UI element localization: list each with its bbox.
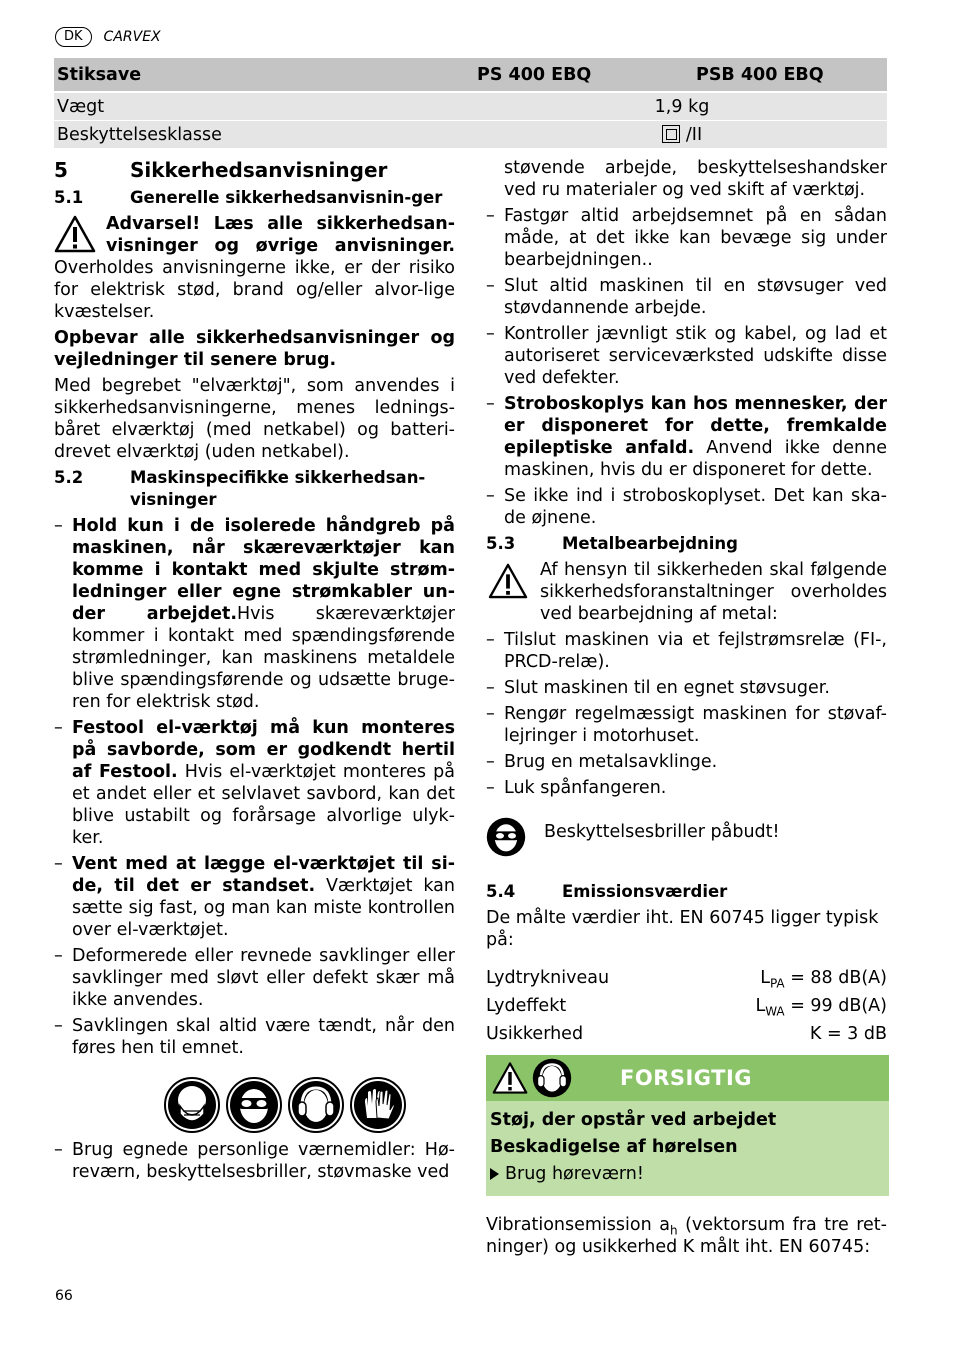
list-item: – Festool el-værktøj må kun monteres på savborde, som er godkendt hertil af Festool. Hvis el-værktøjet monteres på et andet eller et selvlavet savbord, kan det blive ustabilt og forårsage alvorlige ulyk-ker.	[54, 717, 455, 849]
list-item: – Tilslut maskinen via et fejlstrømsrelæ (FI-, PRCD-relæ).	[486, 629, 887, 673]
goggles-notice: Beskyttelsesbriller påbudt!	[486, 817, 887, 857]
safety-goggles-icon	[486, 817, 526, 857]
table-row	[54, 93, 887, 120]
list-item: – Fastgør altid arbejdsemnet på en sådan måde, at det ikke kan bevæge sig under bearbejdningen..	[486, 205, 887, 271]
keep-instructions-text: Opbevar alle sikkerhedsanvisninger og vejledninger til senere brug.	[54, 328, 455, 370]
spec-table	[54, 58, 887, 149]
safety-goggles-icon	[226, 1077, 282, 1133]
left-column	[54, 157, 455, 1187]
list-item: – Deformerede eller revnede savklinger eller savklinger med sløvt eller defekt skær må ikke anvendes.	[54, 945, 455, 1011]
product-name: CARVEX	[103, 29, 161, 45]
table-cell-value: 1,9 kg	[654, 96, 710, 117]
metal-warning: Af hensyn til sikkerheden skal følgende sikkerhedsforanstaltninger overholdes ved bearbejdning af metal:	[486, 559, 887, 629]
table-header-label: Stiksave	[57, 64, 142, 85]
table-header-col2: PSB 400 EBQ	[696, 64, 824, 85]
table-header-col1: PS 400 EBQ	[477, 64, 592, 85]
emission-intro: De målte værdier iht. EN 60745 ligger typisk på:	[486, 908, 879, 950]
caution-line: Beskadigelse af hørelsen	[490, 1137, 738, 1157]
vibration-text: Vibrationsemission $a_h$ (vektorsum fra tre ret-ninger) og usikkerhed K målt iht. EN 60745:	[486, 1215, 887, 1257]
list-item: – Stroboskoplys kan hos mennesker, der er disponeret for dette, fremkalde epileptiske anfald. Anvend ikke denne maskinen, hvis du er disponeret for dette.	[486, 393, 887, 481]
page-number: 66	[55, 1288, 73, 1304]
section-heading: 5 Sikkerhedsanvisninger	[54, 158, 388, 182]
spec-line: Lydtrykniveau $L_{PA} = 88$ dB(A)	[486, 968, 887, 991]
general-list	[486, 205, 887, 529]
page-header	[55, 26, 161, 48]
ear-protection-icon	[532, 1058, 572, 1098]
subsection-heading: 5.2 Maskinspecifikke sikkerhedsan-visninger	[54, 468, 426, 509]
caution-action: Brug høreværn!	[490, 1163, 885, 1185]
table-header-row	[54, 58, 887, 91]
caution-line: Støj, der opstår ved arbejdet	[490, 1110, 777, 1130]
term-definition-text: Med begrebet "elværktøj", som anvendes i sikkerhedsanvisningerne, menes lednings-båret elværktøj (med netkabel) og batteri-drevet elværktøj (uden netkabel).	[54, 376, 455, 462]
gloves-icon	[350, 1077, 406, 1133]
subsection-heading: 5.4 Emissionsværdier	[486, 882, 728, 901]
subsection-heading: 5.3 Metalbearbejdning	[486, 534, 738, 553]
table-cell-value: /II	[477, 124, 887, 146]
general-warning: Advarsel! Læs alle sikkerhedsan-visninger og øvrige anvisninger. Overholdes anvisningerne ikke, er der risiko for elektrisk stød, brand og/eller alvor-lige kvæstelser.	[54, 214, 455, 322]
list-item: – Vent med at lægge el-værktøjet til si-de, til det er standset. Værktøjet kan sætte sig fast, og man kan miste kontrollen over el-værktøjet.	[54, 853, 455, 941]
ppe-icons	[114, 1077, 455, 1133]
right-column	[486, 157, 887, 1262]
ear-protection-icon	[288, 1077, 344, 1133]
list-item: – Luk spånfangeren.	[486, 777, 887, 799]
list-item: – Slut altid maskinen til en støvsuger ved støvdannende arbejde.	[486, 275, 887, 319]
table-cell-label: Beskyttelsesklasse	[57, 124, 222, 145]
continued-text: støvende arbejde, beskyttelseshandsker ved ru materialer og ved skift af værktøj.	[504, 158, 887, 200]
dust-mask-icon	[164, 1077, 220, 1133]
list-item: – Se ikke ind i stroboskoplyset. Det kan ska-de øjnene.	[486, 485, 887, 529]
subsection-heading: 5.1 Generelle sikkerhedsanvisnin-ger	[54, 188, 443, 207]
list-item: – Rengør regelmæssigt maskinen for støvaf-lejringer i motorhuset.	[486, 703, 887, 747]
metal-list	[486, 629, 887, 799]
caution-header	[486, 1055, 889, 1101]
machine-safety-list	[54, 515, 455, 1059]
list-item: – Slut maskinen til en egnet støvsuger.	[486, 677, 887, 699]
list-item: – Kontroller jævnligt stik og kabel, og lad et autoriseret serviceværksted udskifte disse ved defekter.	[486, 323, 887, 389]
spec-line: Usikkerhed K = 3 dB	[486, 1024, 887, 1044]
ppe-list	[54, 1139, 455, 1183]
list-item: – Brug egnede personlige værnemidler: Hø-reværn, beskyttelsesbriller, støvmaske ved	[54, 1139, 455, 1183]
spec-line: Lydeffekt $L_{WA} = 99$ dB(A)	[486, 996, 887, 1019]
caution-title: FORSIGTIG	[620, 1066, 753, 1090]
warning-triangle-icon	[54, 215, 96, 253]
warning-triangle-icon	[488, 563, 528, 599]
caution-box	[486, 1055, 889, 1196]
list-item: – Hold kun i de isolerede håndgreb på maskinen, når skæreværktøjer kan komme i kontakt med skjulte strøm-ledninger eller egne strømkabler un-der arbejdet.Hvis skæreværktøjer kommer i kontakt med spændingsførende strømledninger, kan maskinens metaldele blive spændingsførende og udsætte bruge-ren for elektrisk stød.	[54, 515, 455, 713]
list-item: – Savklingen skal altid være tændt, når den føres hen til emnet.	[54, 1015, 455, 1059]
list-item: – Brug en metalsavklinge.	[486, 751, 887, 773]
caution-body	[486, 1101, 889, 1196]
arrow-right-icon	[490, 1168, 499, 1180]
protection-class-icon	[662, 125, 680, 143]
warning-triangle-icon	[492, 1061, 528, 1095]
table-cell-label: Vægt	[57, 96, 105, 117]
language-badge: DK	[55, 27, 92, 47]
table-row	[54, 121, 887, 148]
